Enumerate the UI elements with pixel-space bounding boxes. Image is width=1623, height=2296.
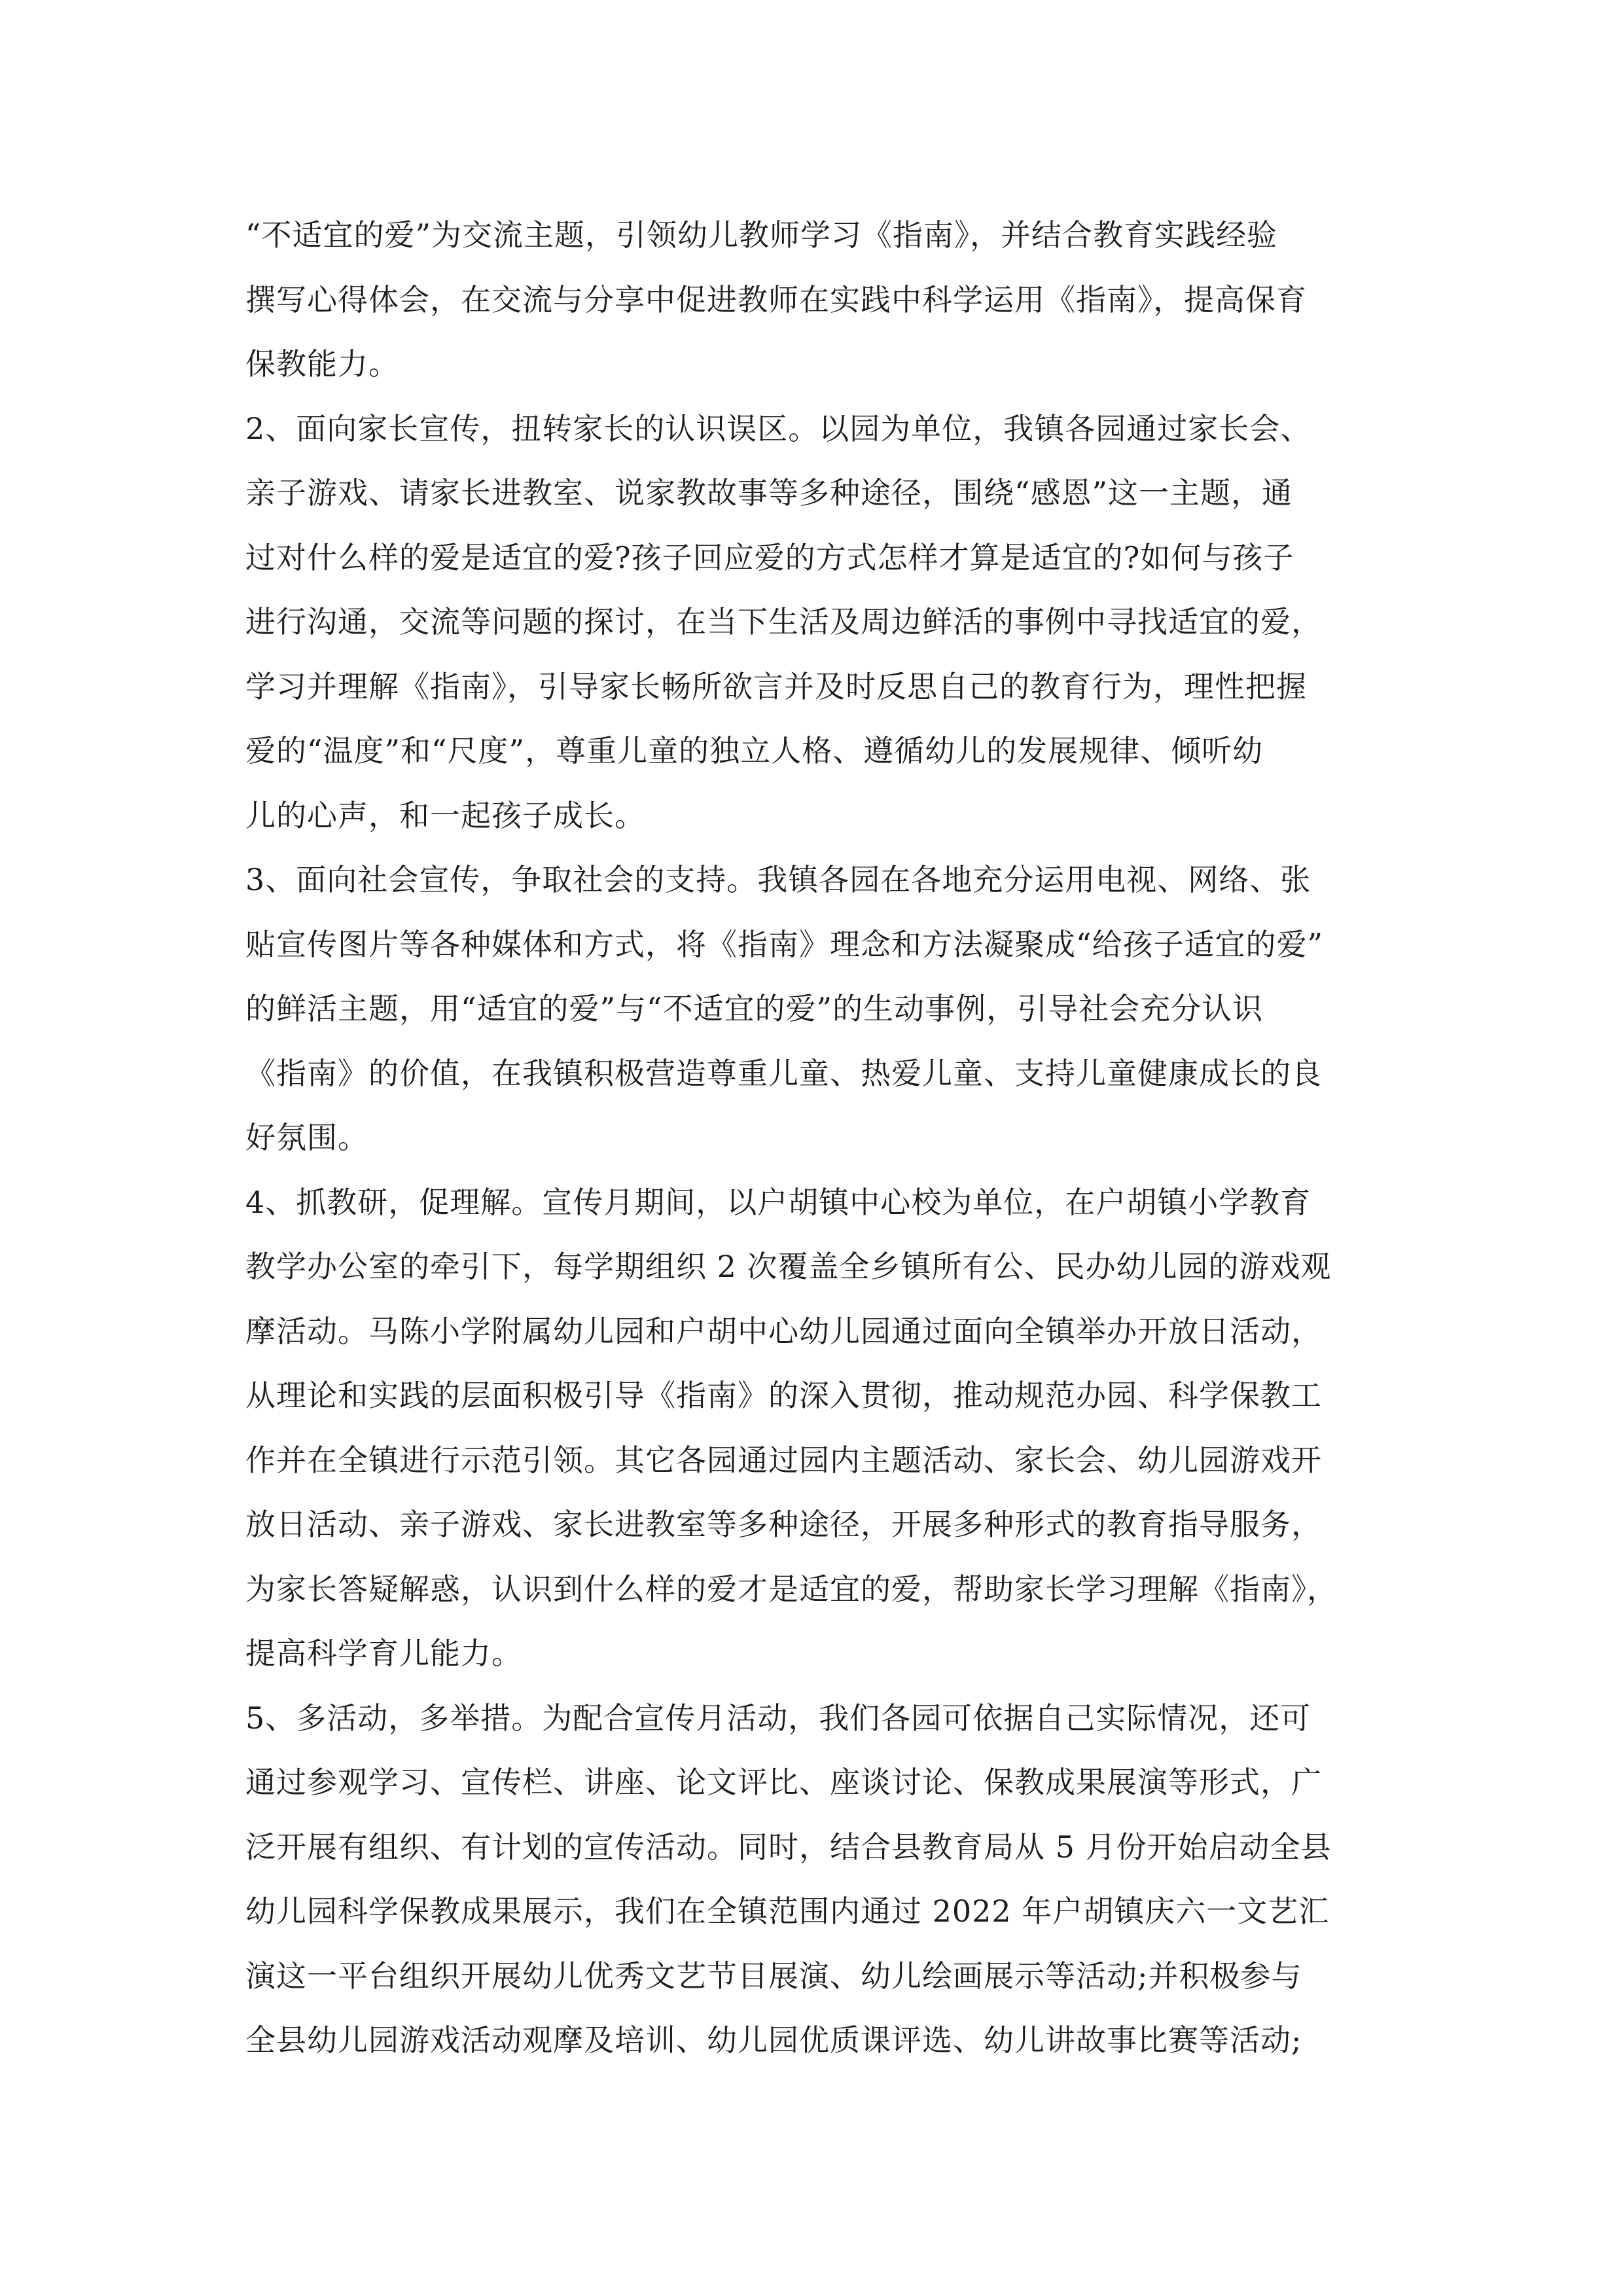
text-line: 2、面向家长宣传，扭转家长的认识误区。以园为单位，我镇各园通过家长会、 — [245, 410, 1311, 446]
text-line: 贴宣传图片等各种媒体和方式，将《指南》理念和方法凝聚成“给孩子适宜的爱” — [245, 926, 1324, 962]
text-line: 撰写心得体会，在交流与分享中促进教师在实践中科学运用《指南》，提高保育 — [245, 281, 1307, 317]
text-line: 幼儿园科学保教成果展示，我们在全镇范围内通过 2022 年户胡镇庆六一文艺汇 — [245, 1893, 1330, 1929]
text-line: 爱的“温度”和“尺度”，尊重儿童的独立人格、遵循幼儿的发展规律、倾听幼 — [245, 733, 1264, 768]
text-line: “不适宜的爱”为交流主题，引领幼儿教师学习《指南》，并结合教育实践经验 — [245, 217, 1278, 253]
text-line: 全县幼儿园游戏活动观摩及培训、幼儿园优质课评选、幼儿讲故事比赛等活动; — [245, 2022, 1302, 2058]
text-line: 的鲜活主题，用“适宜的爱”与“不适宜的爱”的生动事例，引导社会充分认识 — [245, 991, 1264, 1026]
text-line: 儿的心声，和一起孩子成长。 — [245, 797, 645, 833]
text-line: 4、抓教研，促理解。宣传月期间，以户胡镇中心校为单位，在户胡镇小学教育 — [245, 1184, 1311, 1220]
text-line: 通过参观学习、宣传栏、讲座、论文评比、座谈讨论、保教成果展演等形式，广 — [245, 1765, 1322, 1800]
text-line: 亲子游戏、请家长进教室、说家教故事等多种途径，围绕“感恩”这一主题，通 — [245, 475, 1293, 511]
text-line: 进行沟通，交流等问题的探讨，在当下生活及周边鲜活的事例中寻找适宜的爱， — [245, 604, 1322, 639]
text-line: 摩活动。马陈小学附属幼儿园和户胡中心幼儿园通过面向全镇举办开放日活动， — [245, 1313, 1322, 1349]
text-line: 学习并理解《指南》，引导家长畅所欲言并及时反思自己的教育行为，理性把握 — [245, 668, 1307, 704]
text-line: 教学办公室的牵引下，每学期组织 2 次覆盖全乡镇所有公、民办幼儿园的游戏观 — [245, 1249, 1332, 1284]
text-line: 演这一平台组织开展幼儿优秀文艺节目展演、幼儿绘画展示等活动;并积极参与 — [245, 1958, 1302, 1994]
text-line: 提高科学育儿能力。 — [245, 1636, 522, 1671]
body-text — [245, 203, 1404, 2073]
text-line: 5、多活动，多举措。为配合宣传月活动，我们各园可依据自己实际情况，还可 — [245, 1700, 1311, 1736]
text-line: 泛开展有组织、有计划的宣传活动。同时，结合县教育局从 5 月份开始启动全县 — [245, 1829, 1332, 1865]
text-line: 为家长答疑解惑，认识到什么样的爱才是适宜的爱，帮助家长学习理解《指南》， — [245, 1571, 1338, 1607]
text-line: 放日活动、亲子游戏、家长进教室等多种途径，开展多种形式的教育指导服务， — [245, 1507, 1322, 1542]
text-line: 过对什么样的爱是适宜的爱?孩子回应爱的方式怎样才算是适宜的?如何与孩子 — [245, 539, 1294, 575]
text-line: 好氛围。 — [245, 1120, 368, 1155]
text-line: 3、面向社会宣传，争取社会的支持。我镇各园在各地充分运用电视、网络、张 — [245, 862, 1311, 897]
text-line: 从理论和实践的层面积极引导《指南》的深入贯彻，推动规范办园、科学保教工 — [245, 1378, 1322, 1413]
text-line: 保教能力。 — [245, 346, 399, 382]
text-line: 作并在全镇进行示范引领。其它各园通过园内主题活动、家长会、幼儿园游戏开 — [245, 1442, 1322, 1478]
text-line: 《指南》的价值，在我镇积极营造尊重儿童、热爱儿童、支持儿童健康成长的良 — [245, 1055, 1322, 1091]
